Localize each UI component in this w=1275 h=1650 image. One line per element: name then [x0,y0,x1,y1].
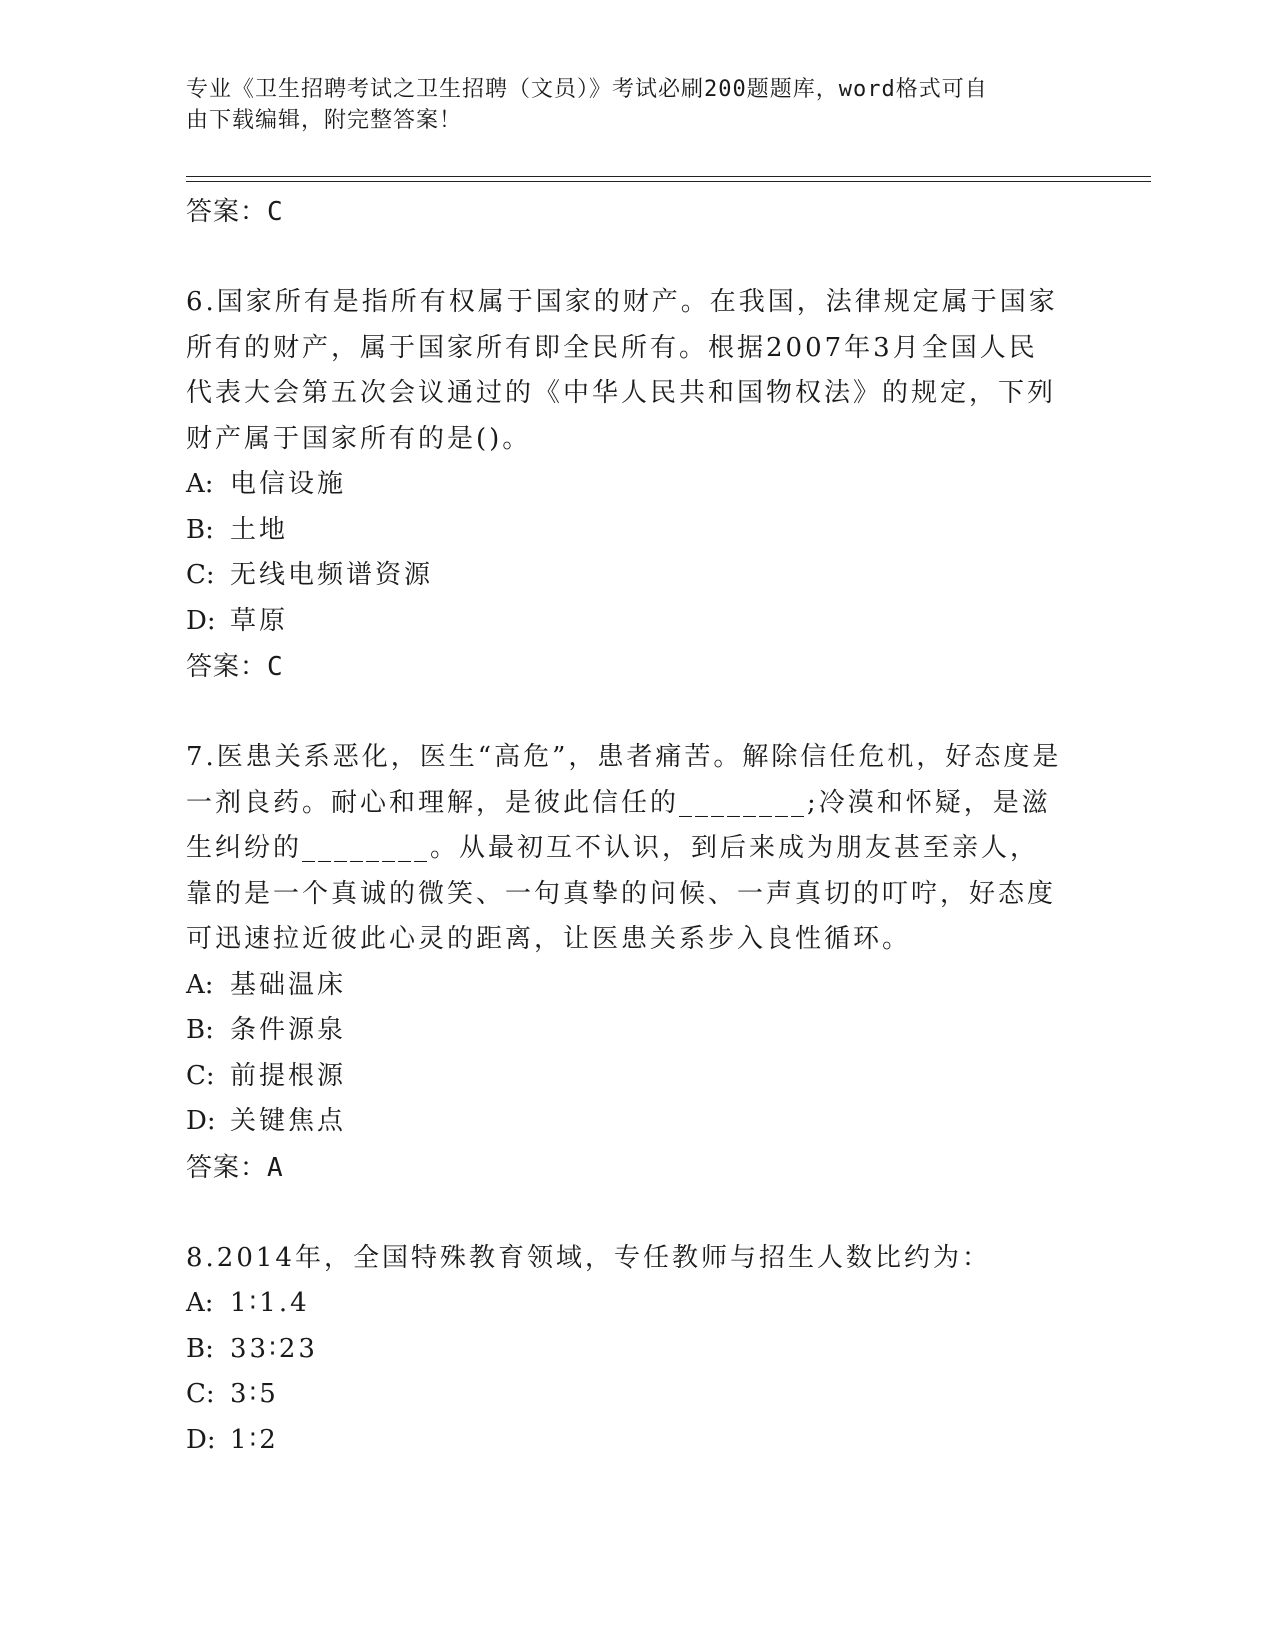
option-c [186,553,1066,599]
question-8 [186,1236,1066,1464]
question-stem: 6.国家所有是指所有权属于国家的财产。在我国，法律规定属于国家所有的财产，属于国家所有即全民所有。根据2007年3月全国人民代表大会第五次会议通过的《中华人民共和国物权法》的规定，下列财产属于国家所有的是()。 [186,287,1058,454]
option-d [186,1099,1066,1145]
option-key: D: [186,1424,216,1455]
option-a [186,462,1066,508]
option-key: C: [186,560,215,590]
option-c [186,1372,1066,1418]
option-text: 基础温床 [230,969,347,1000]
option-d [186,1418,1066,1464]
document-header [186,74,1066,136]
option-key: C: [186,1379,215,1409]
option-key: A: [186,1288,214,1318]
question-stem: 8.2014年，全国特殊教育领域，专任教师与招生人数比约为： [186,1242,991,1273]
option-key: D: [186,1106,216,1136]
header-divider-top [186,176,1151,177]
option-text: 关键焦点 [230,1106,347,1136]
option-text: 33∶23 [230,1333,318,1364]
question-6 [186,280,1066,690]
option-text: 条件源泉 [230,1015,347,1045]
option-key: B: [186,1015,214,1045]
question-answer: 答案：C [186,652,284,682]
option-c [186,1054,1066,1100]
header-line-1: 专业《卫生招聘考试之卫生招聘（文员）》考试必刷200题题库，word格式可自 [186,77,988,102]
option-text: 1∶2 [230,1424,279,1455]
previous-answer: 答案：C [186,197,284,227]
header-line-2: 由下载编辑，附完整答案！ [186,108,463,133]
option-a [186,963,1066,1009]
option-key: B: [186,514,214,545]
option-text: 1∶1.4 [230,1288,310,1318]
question-stem: 7.医患关系恶化，医生“高危”，患者痛苦。解除信任危机，好态度是一剂良药。耐心和理解，是彼此信任的________;冷漠和怀疑，是滋生纠纷的________。从最初互不认识，到后来成为朋友甚至亲人，靠的是一个真诚的微笑、一句真挚的问候、一声真切的叮咛，好态度可迅速拉近彼此心灵的距离，让医患关系步入良性循环。 [186,742,1062,954]
question-list [186,189,1066,1463]
option-a [186,1281,1066,1327]
header-divider-bottom [186,181,1151,182]
option-b [186,508,1066,554]
option-text: 草原 [230,605,289,636]
option-key: A: [186,969,214,1000]
option-text: 土地 [230,514,289,545]
option-b [186,1327,1066,1373]
option-key: D: [186,605,216,636]
option-text: 3∶5 [230,1379,279,1409]
option-key: A: [186,469,214,499]
question-answer: 答案：A [186,1152,284,1183]
question-7 [186,735,1066,1191]
option-text: 前提根源 [230,1060,347,1091]
option-b [186,1008,1066,1054]
option-d [186,599,1066,645]
option-text: 电信设施 [230,469,347,499]
option-key: B: [186,1333,214,1364]
option-key: C: [186,1060,215,1091]
option-text: 无线电频谱资源 [230,560,434,590]
